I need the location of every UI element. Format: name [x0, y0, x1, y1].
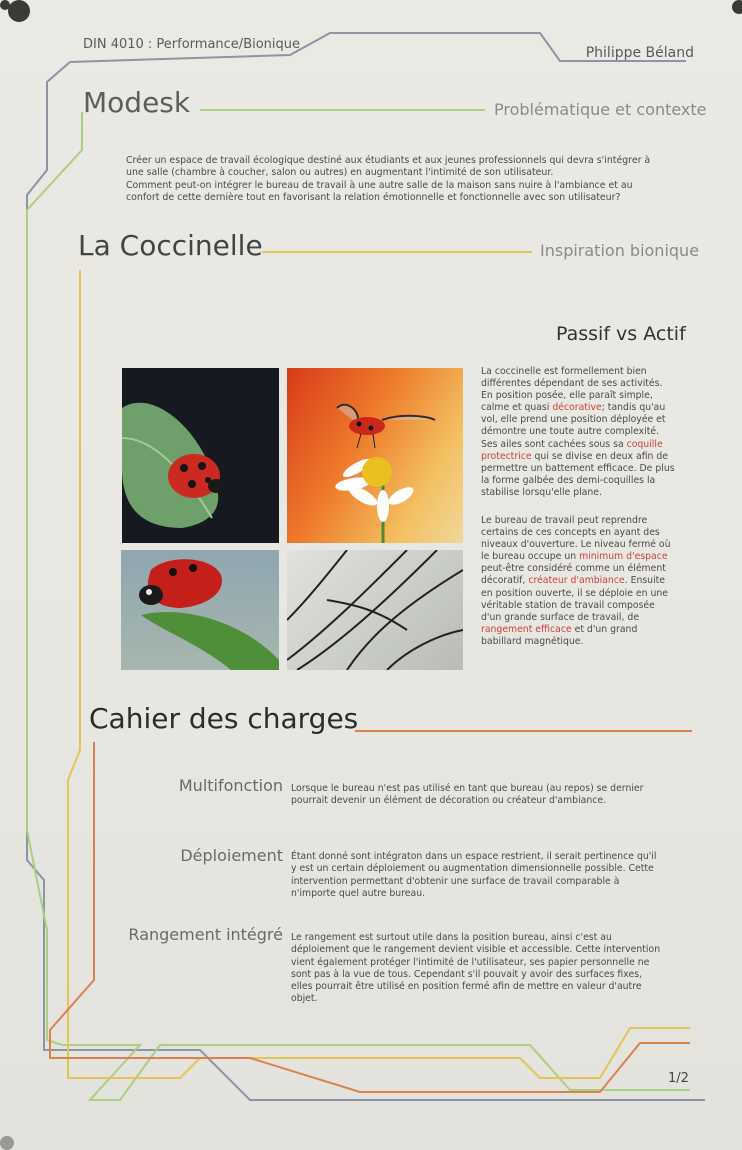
spec-description: Le rangement est surtout utile dans la position bureau, ainsi c'est au déploiement que le rangement devient visible et accessible. Cette intervention vient également protéger l'intimité de l'utilisateur, ses papier personnelle ne sont pas à la vue de tous. Cependant s'il pouvait y avoir des surfaces fixes, elles pourrait être utilisé en position fermé afin de mettre en valeur d'autre objet.: [291, 932, 661, 1005]
course-label: DIN 4010 : Performance/Bionique: [83, 37, 301, 52]
ladybug-leaf-illustration: [122, 368, 279, 543]
ladybug-leaf-photo: [122, 368, 279, 543]
ladybug-stem-illustration: [121, 550, 279, 670]
cahier-title: Cahier des charges: [89, 702, 359, 735]
intro-text: [126, 155, 656, 204]
highlight-term: rangement efficace: [481, 623, 572, 635]
wing-veins-illustration: [287, 550, 463, 670]
modesk-title: Modesk: [83, 86, 191, 119]
coccinelle-subtitle: Inspiration bionique: [540, 241, 700, 260]
spec-term: Rangement intégré: [128, 925, 283, 944]
wing-detail-photo: [287, 550, 463, 670]
section-heading: Passif vs Actif: [556, 323, 686, 345]
modesk-subtitle: Problématique et contexte: [494, 100, 707, 119]
coccinelle-title: La Coccinelle: [78, 229, 263, 262]
ladybug-flying-photo: [287, 368, 463, 543]
highlight-term: créateur d'ambiance: [528, 575, 625, 587]
spec-term: Multifonction: [178, 776, 283, 795]
highlight-term: minimum d'espace: [579, 551, 668, 563]
highlight-term: coquille protectrice: [481, 438, 663, 462]
spec-term: Déploiement: [180, 846, 283, 865]
coccinelle-paragraph-1: La coccinelle est formellement bien différentes dépendant de ses activités. En position posée, elle paraît simple, calme et quasi décorative; tandis qu'au vol, elle prend une position déployée et démontre une toute autre complexité. Ses ailes sont cachées sous sa coquille protectrice qui se divise en deux afin de permettre un battement efficace. De plus la forme galbée des demi-coquilles la stabilise lorsqu'elle plane.: [481, 366, 675, 498]
page-number: 1/2: [668, 1071, 689, 1086]
highlight-term: décorative: [552, 402, 602, 414]
spec-description: Lorsque le bureau n'est pas utilisé en tant que bureau (au repos) se dernier pourrait devenir un élément de décoration ou créateur d'ambiance.: [291, 783, 644, 807]
author-name: Philippe Béland: [585, 45, 694, 61]
flying-ladybug-illustration: [287, 368, 463, 543]
spec-description: Étant donné sont intégraton dans un espace restrient, il serait pertinence qu'il y est un certain déploiement ou augmentation dimensionnelle possible. Cette intervention permettant d'obtenir une surface de travail comparable à n'importe quel autre bureau.: [291, 851, 657, 899]
ladybug-stem-photo: [121, 550, 279, 670]
intro-paragraph: Créer un espace de travail écologique destiné aux étudiants et aux jeunes professionnels qui devra s'intégrer à une salle (chambre à coucher, salon ou autres) en augmentant l'intimité de son utilisateur.: [126, 155, 651, 179]
intro-paragraph: Comment peut-on intégrer le bureau de travail à une autre salle de la maison sans nuire à l'ambiance et au confort de cette dernière tout en favorisant la relation émotionnelle et fonctionnelle avec son utilisateur?: [126, 179, 633, 203]
coccinelle-paragraph-2: Le bureau de travail peut reprendre certains de ces concepts en ayant des niveaux d'ouverture. Le niveau fermé où le bureau occupe un minimum d'espace peut-être considéré comme un élément décoratif, créateur d'ambiance. Ensuite en position ouverte, il se déploie en une véritable station de travail composée d'un grande surface de travail, de rangement efficace et d'un grand babillard magnétique.: [481, 515, 671, 647]
